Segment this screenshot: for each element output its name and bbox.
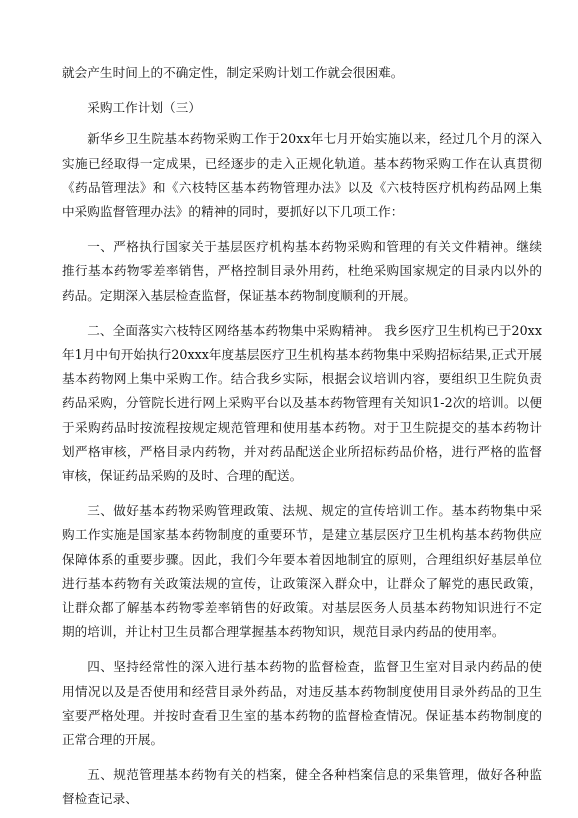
- paragraph-item-2: 二、全面落实六枝特区网络基本药物集中采购精神。 我乡医疗卫生机构已于20xx年1月中旬开始执行20xxx年度基层医疗卫生机构基本药物集中采购招标结果,正式开展基本药物网上集中采购工作。结合我乡实际，根据会议培训内容，要组织卫生院负责药品采购，分管院长进行网上采购平台以及基本药物管理有关知识1-2次的培训。以便于采购药品时按流程按规定规范管理和使用基本药物。对于卫生院提交的基本药物计划严格审核，严格目录内药物，并对药品配送企业所招标药品价格，进行严格的监督审核，保证药品采购的及时、合理的配送。: [62, 322, 542, 484]
- paragraph-intro: 新华乡卫生院基本药物采购工作于20xx年七月开始实施以来，经过几个月的深入实施已经取得一定成果，已经逐步的走入正规化轨道。基本药物采购工作在认真贯彻《药品管理法》和《六枝特区基本药物管理办法》以及《六枝特医疗机构药品网上集中采购监督管理办法》的精神的同时，要抓好以下几项工作：: [62, 131, 542, 220]
- section-heading: 采购工作计划（三）: [87, 100, 201, 116]
- paragraph-item-5: 五、规范管理基本药物有关的档案，健全各种档案信息的采集管理，做好各种监督检查记录、: [62, 767, 542, 807]
- paragraph-item-1: 一、严格执行国家关于基层医疗机构基本药物采购和管理的有关文件精神。继续推行基本药物零差率销售，严格控制目录外用药，杜绝采购国家规定的目录内以外的药品。定期深入基层检查监督，保证基本药物制度顺利的开展。: [62, 239, 542, 303]
- paragraph-item-3: 三、做好基本药物采购管理政策、法规、规定的宣传培训工作。基本药物集中采购工作实施是国家基本药物制度的重要环节，是建立基层医疗卫生机构基本药物供应保障体系的重要步骤。因此，我们今年要本着因地制宜的原则，合理组织好基层单位进行基本药物有关政策法规的宣传，让政策深入群众中，让群众了解党的惠民政策，让群众都了解基本药物零差率销售的好政策。对基层医务人员基本药物知识进行不定期的培训，并让村卫生员都合理掌握基本药物知识，规范目录内药品的使用率。: [62, 503, 542, 640]
- paragraph-item-4: 四、坚持经常性的深入进行基本药物的监督检查，监督卫生室对目录内药品的使用情况以及是否使用和经营目录外药品，对违反基本药物制度使用目录外药品的卫生室要严格处理。并按时查看卫生室的基本药物的监督检查情况。保证基本药物制度的正常合理的开展。: [62, 659, 542, 748]
- paragraph-continuation: 就会产生时间上的不确定性，制定采购计划工作就会很困难。: [62, 65, 404, 80]
